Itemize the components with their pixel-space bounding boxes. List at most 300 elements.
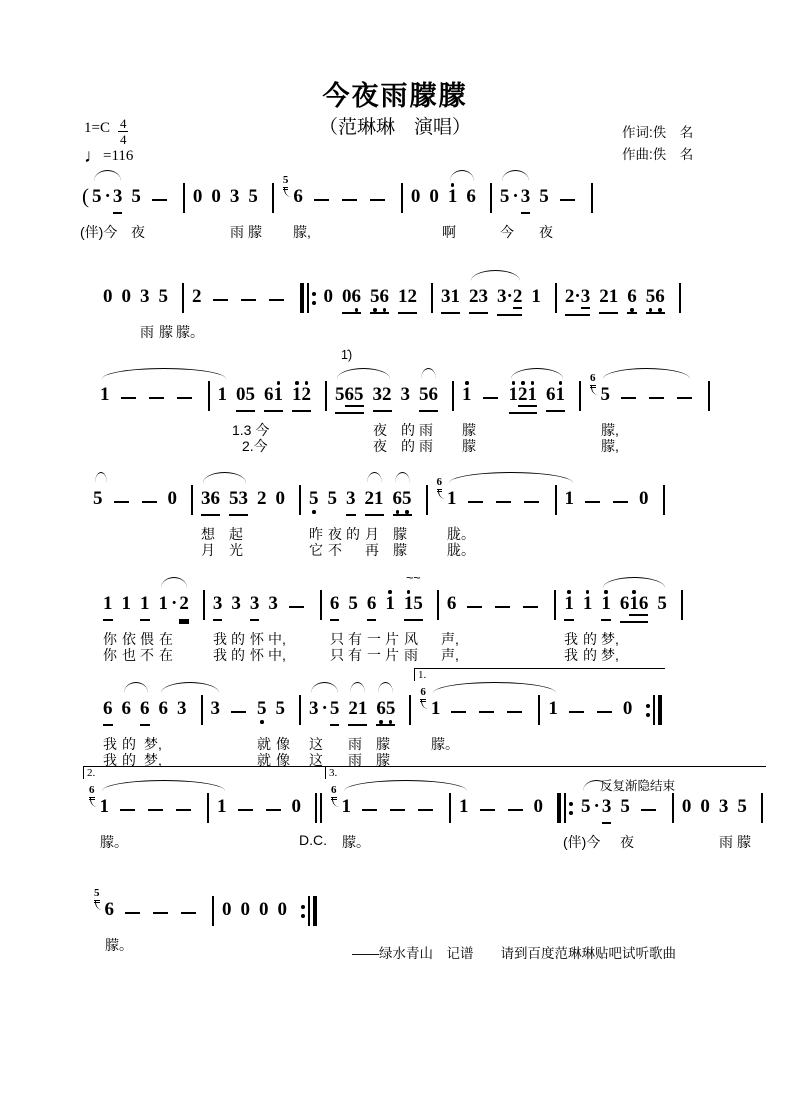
note-token: 6 1 xyxy=(264,380,283,412)
time-denominator: 4 xyxy=(119,132,127,147)
note-token: 1 xyxy=(158,593,168,614)
volta-bracket xyxy=(414,668,665,681)
tempo-marking xyxy=(84,146,133,168)
lyric-syllable: 的 xyxy=(583,647,597,663)
duration-dash xyxy=(231,711,246,713)
lyric-syllable: 月 xyxy=(365,526,379,542)
note-token: 2 xyxy=(257,488,267,509)
repeat-end-barline xyxy=(646,694,662,726)
duration-dash xyxy=(451,711,466,713)
barline xyxy=(672,792,674,824)
lyric-syllable: D.C. xyxy=(299,832,327,848)
slur-arc xyxy=(502,170,529,181)
slur-arc xyxy=(337,368,390,379)
lyric-syllable: 梦, xyxy=(601,631,619,647)
lyric-syllable: 雨 xyxy=(348,736,362,752)
lyric-syllable: 夜 xyxy=(539,224,553,240)
note-token: 1 xyxy=(385,589,395,619)
note-token: 3 xyxy=(309,698,319,719)
duration-dash xyxy=(569,711,584,713)
lyric-syllable: 朦 xyxy=(376,736,390,752)
lyric-syllable: 有 xyxy=(348,647,362,663)
lyric-syllable: 偎 xyxy=(140,631,154,647)
slur-arc xyxy=(367,472,382,483)
composer-credit: 作曲:佚 名 xyxy=(622,147,694,162)
note-token: 1 xyxy=(99,796,109,817)
note-token: 3 xyxy=(140,286,150,307)
slur-arc xyxy=(433,682,556,693)
lyric-syllable: 像 xyxy=(276,752,290,768)
barline xyxy=(431,282,433,314)
lyric-syllable: 我 xyxy=(564,631,578,647)
lyric-syllable: 依 xyxy=(122,631,136,647)
note-token: 5 xyxy=(248,186,258,207)
lyric-syllable: 也 xyxy=(122,647,136,663)
score-annotation: ~~ xyxy=(406,571,421,585)
slur-arc xyxy=(450,170,474,181)
note-token: 1 xyxy=(341,796,351,817)
score-line xyxy=(103,571,790,669)
barline xyxy=(708,380,710,412)
duration-dash xyxy=(181,912,196,914)
note-token: 1 2 xyxy=(398,282,417,314)
note-token: 5 xyxy=(499,186,510,207)
note-token: 3 xyxy=(210,698,220,719)
note-token: 6 xyxy=(627,282,637,314)
key-signature xyxy=(84,116,128,147)
note-token: 1 xyxy=(121,593,131,614)
repeat-begin-barline xyxy=(300,282,316,314)
octave-dot-below xyxy=(393,509,403,514)
note-token: 6 1 xyxy=(546,380,565,412)
lyric-syllable: 风 xyxy=(404,631,418,647)
note-token: 5 xyxy=(327,488,337,509)
duration-dash xyxy=(121,397,136,399)
note-token: 5 xyxy=(600,384,610,405)
score-line xyxy=(93,887,790,975)
lyric-syllable: 昨 xyxy=(309,526,323,542)
lyric-syllable: 雨 xyxy=(419,438,433,454)
note-token: 1 xyxy=(459,796,469,817)
octave-dot-below xyxy=(402,509,412,514)
song-title: 今夜雨朦朦 xyxy=(322,81,468,111)
octave-dot-below xyxy=(386,719,396,724)
octave-dot-below xyxy=(655,307,665,312)
lyric-syllable: 月 xyxy=(201,542,215,558)
lyric-syllable: 朦。 xyxy=(100,834,128,850)
lyric-syllable: 雨 xyxy=(419,422,433,438)
rest-note: 0 xyxy=(167,488,177,509)
lyric-syllable: 你 xyxy=(103,647,117,663)
barline xyxy=(554,589,556,621)
rest-note: 0 xyxy=(323,286,333,307)
note-token: 5 xyxy=(309,484,319,514)
note-token: 6 1 6 xyxy=(620,589,649,623)
rest-note: 0 xyxy=(639,488,649,509)
lyric-syllable: 就 xyxy=(257,752,271,768)
rest-note: 0 xyxy=(681,796,692,817)
note-token: 1 xyxy=(217,384,227,405)
octave-dot-below xyxy=(380,307,390,312)
score-line xyxy=(80,174,782,262)
duration-dash xyxy=(238,809,253,811)
duration-dash xyxy=(269,299,284,301)
lyric-syllable: 的 xyxy=(122,752,136,768)
phrase-paren: ( xyxy=(82,184,89,208)
lyric-syllable: 梦, xyxy=(144,752,162,768)
time-numerator: 4 xyxy=(119,116,127,131)
rest-note: 0 xyxy=(277,899,287,920)
lyric-syllable: 只 xyxy=(330,647,344,663)
lyric-syllable: 朦。 xyxy=(342,834,370,850)
note-token: 5 xyxy=(93,488,103,509)
repeat-end-barline xyxy=(301,895,317,927)
duration-dash xyxy=(480,809,495,811)
double-barline xyxy=(315,792,322,824)
octave-dot-below xyxy=(370,307,380,312)
barline xyxy=(538,694,540,726)
slur-arc xyxy=(395,472,410,483)
duration-dash xyxy=(613,501,628,503)
note-token: 3 xyxy=(602,792,612,824)
note-token: 2 xyxy=(192,286,202,307)
note-token: 1 xyxy=(601,589,611,621)
barline xyxy=(203,589,205,621)
dot-after-note: · xyxy=(321,698,328,719)
tempo-value: =116 xyxy=(103,148,134,164)
barline xyxy=(182,282,184,314)
note-token: 0 5 xyxy=(236,380,255,412)
dot-after-note: · xyxy=(593,796,600,817)
barline xyxy=(201,694,203,726)
slur-arc xyxy=(471,270,520,281)
duration-dash xyxy=(114,501,129,503)
note-token: 3 2 xyxy=(373,380,392,412)
barline xyxy=(591,182,593,214)
rest-note: 0 xyxy=(700,796,710,817)
lyric-syllable: 起 xyxy=(229,526,243,542)
lyric-syllable: 不 xyxy=(140,647,154,663)
lyric-syllable: 夜 xyxy=(373,422,387,438)
note-token: 6 xyxy=(103,694,113,726)
slur-arc xyxy=(161,682,219,693)
rest-note: 0 xyxy=(533,796,543,817)
note-token: 5 xyxy=(348,593,358,614)
slur-arc xyxy=(449,472,573,483)
octave-dot-below xyxy=(627,307,637,312)
note-token: 1 xyxy=(103,589,113,621)
barline xyxy=(761,792,763,824)
lyric-syllable: 雨 xyxy=(719,834,733,850)
note-token: 6 5 xyxy=(376,694,395,726)
duration-dash xyxy=(125,912,140,914)
lyric-syllable: 一 xyxy=(367,631,381,647)
note-token: 6 xyxy=(158,698,168,719)
lyric-syllable: 这 xyxy=(309,736,323,752)
note-token: 5 6 xyxy=(419,380,438,412)
note-token: 5 3 xyxy=(229,484,248,516)
lyric-syllable: 朦 xyxy=(462,422,476,438)
note-token: 2 1 xyxy=(348,694,367,726)
lyricist-credit: 作词:佚 名 xyxy=(622,125,694,140)
barline xyxy=(320,589,322,621)
note-token: 5 xyxy=(92,186,102,207)
lyric-syllable: 像 xyxy=(276,736,290,752)
barline xyxy=(490,182,492,214)
lyric-syllable: 声, xyxy=(441,631,459,647)
barline xyxy=(299,484,301,516)
barline xyxy=(449,792,451,824)
note-token: 5 xyxy=(620,796,630,817)
lyric-syllable: 朦 xyxy=(462,438,476,454)
barline xyxy=(681,589,683,621)
duration-dash xyxy=(508,809,523,811)
lyric-syllable: 啊 xyxy=(442,224,456,240)
score-annotation: 1̇) xyxy=(341,348,353,362)
note-token: 1 xyxy=(462,380,472,410)
note-token: 3 xyxy=(213,589,223,621)
rest-note: 0 xyxy=(291,796,301,817)
slur-arc xyxy=(421,368,436,379)
note-token: 1 xyxy=(140,589,150,621)
lyric-syllable: 就 xyxy=(257,736,271,752)
slur-arc xyxy=(350,682,365,693)
slur-arc xyxy=(511,368,563,379)
lyric-syllable: 再 xyxy=(365,542,379,558)
note-token: 1 xyxy=(100,384,110,405)
lyric-syllable: (伴)今 xyxy=(563,834,601,850)
lyric-syllable: 胧。 xyxy=(447,542,475,558)
grace-note: 5 xyxy=(94,883,100,901)
rest-note: 0 xyxy=(121,286,131,307)
duration-dash xyxy=(641,809,656,811)
lyric-syllable: 夜 xyxy=(131,224,145,240)
lyric-syllable: 朦 xyxy=(376,752,390,768)
rest-note: 0 xyxy=(410,186,421,207)
note-token: 5 6 xyxy=(370,282,389,314)
note-token: 1 2 xyxy=(292,380,311,412)
lyric-syllable: 雨 xyxy=(140,324,154,340)
duration-dash xyxy=(467,606,482,608)
barline xyxy=(325,380,327,412)
duration-dash xyxy=(479,711,494,713)
note-token: 3 · 2 xyxy=(497,282,522,316)
note-token: 5 xyxy=(657,593,667,614)
duration-dash xyxy=(149,397,164,399)
performer-subtitle: （范琳琳 演唱） xyxy=(318,117,471,138)
rest-note: 0 xyxy=(103,286,113,307)
lyric-syllable: 雨 xyxy=(348,752,362,768)
lyric-syllable: 想 xyxy=(201,526,215,542)
octave-dot-below xyxy=(376,719,386,724)
lyric-syllable: 梦, xyxy=(144,736,162,752)
lyric-syllable: 朦 xyxy=(248,224,262,240)
lyric-syllable: 我 xyxy=(564,647,578,663)
barline xyxy=(272,182,274,214)
note-token: 3 1 xyxy=(441,282,460,314)
lyric-syllable: 的 xyxy=(583,631,597,647)
duration-dash xyxy=(148,809,163,811)
dot-after-note: · xyxy=(512,186,519,207)
score-line xyxy=(103,669,790,774)
duration-dash xyxy=(153,912,168,914)
note-token: 6 xyxy=(330,589,340,621)
rest-note: 0 xyxy=(211,186,221,207)
note-token: 1 xyxy=(583,589,593,619)
slur-arc xyxy=(102,780,225,791)
lyric-syllable: 的 xyxy=(401,438,415,454)
note-token: 3 xyxy=(177,698,187,719)
note-token: 6 xyxy=(104,899,114,920)
barline xyxy=(409,694,411,726)
grace-note: 6 xyxy=(437,472,443,490)
barline xyxy=(208,380,210,412)
note-token: 1 xyxy=(448,182,458,212)
duration-dash xyxy=(390,809,405,811)
note-token: 6 xyxy=(140,694,150,726)
lyric-syllable: 它 xyxy=(309,542,323,558)
lyric-syllable: 声, xyxy=(441,647,459,663)
note-token: 6 xyxy=(121,698,131,719)
lyric-syllable: 夜 xyxy=(620,834,634,850)
slur-arc xyxy=(102,368,226,379)
grace-note: 6 xyxy=(89,780,95,798)
note-token: 3 xyxy=(718,796,729,817)
slur-arc xyxy=(603,577,665,588)
duration-dash xyxy=(289,606,304,608)
lyric-syllable: 我 xyxy=(213,631,227,647)
duration-dash xyxy=(266,809,281,811)
barline xyxy=(437,589,439,621)
lyric-syllable: 朦 xyxy=(393,542,407,558)
octave-dot-below xyxy=(352,307,362,312)
lyric-syllable: 1.3 今 xyxy=(232,422,270,438)
note-token: 5 xyxy=(131,186,141,207)
lyric-syllable: 雨 xyxy=(230,224,244,240)
score-annotation: 反复渐隐结束 xyxy=(600,779,676,793)
volta-bracket xyxy=(325,766,766,779)
notes-row xyxy=(103,686,790,726)
duration-dash xyxy=(176,809,191,811)
rest-note: 0 xyxy=(275,488,285,509)
lyric-syllable: 朦, xyxy=(601,438,619,454)
duration-dash xyxy=(468,501,483,503)
volta-label: 3. xyxy=(329,767,338,779)
duration-dash xyxy=(483,397,498,399)
score-line xyxy=(93,476,790,564)
note-token: 2 · 3 xyxy=(565,282,590,316)
slur-arc xyxy=(203,472,246,483)
lyric-syllable: 不 xyxy=(328,542,342,558)
lyric-syllable: 我 xyxy=(213,647,227,663)
lyric-syllable: 光 xyxy=(229,542,243,558)
note-token: 5 xyxy=(330,694,340,726)
slur-arc xyxy=(94,170,121,181)
lyric-syllable: 朦, xyxy=(601,422,619,438)
duration-dash xyxy=(495,606,510,608)
duration-dash xyxy=(177,397,192,399)
duration-dash xyxy=(418,809,433,811)
note-token: 5 xyxy=(539,186,549,207)
lyric-syllable: 这 xyxy=(309,752,323,768)
notes-row xyxy=(82,174,782,214)
rest-note: 0 xyxy=(622,698,633,719)
lyric-syllable: 朦 xyxy=(159,324,173,340)
lyric-syllable: 怀 xyxy=(250,647,264,663)
volta-bracket xyxy=(83,766,325,779)
duration-dash xyxy=(152,199,167,201)
grace-note: 6 xyxy=(590,368,596,386)
grace-note: 5 xyxy=(283,170,289,188)
slur-arc xyxy=(378,682,393,693)
note-token: 5 xyxy=(581,796,591,817)
barline xyxy=(401,182,403,214)
duration-dash xyxy=(524,501,539,503)
lyric-syllable: 的 xyxy=(231,631,245,647)
duration-dash xyxy=(560,199,575,201)
duration-dash xyxy=(496,501,511,503)
lyric-syllable: 雨 xyxy=(404,647,418,663)
lyric-syllable: 胧。 xyxy=(447,526,475,542)
octave-dot-below xyxy=(309,509,319,514)
note-token: 1 xyxy=(217,796,227,817)
dot-after-note: · xyxy=(171,593,178,614)
lyric-syllable: 片 xyxy=(385,647,399,663)
note-token: 1 xyxy=(447,488,457,509)
rest-note: 0 xyxy=(259,899,269,920)
repeat-begin-barline xyxy=(557,792,573,824)
barline xyxy=(663,484,665,516)
note-token: 3 xyxy=(268,593,278,614)
lyric-syllable: 朦, xyxy=(293,224,311,240)
lyric-syllable: 在 xyxy=(159,647,173,663)
duration-dash xyxy=(370,199,385,201)
lyric-syllable: 梦, xyxy=(601,647,619,663)
barline xyxy=(555,484,557,516)
lyric-syllable: (伴)今 xyxy=(80,224,118,240)
barline xyxy=(191,484,193,516)
slur-arc xyxy=(124,682,148,693)
note-token: 3 6 xyxy=(201,484,220,516)
grace-note: 6 xyxy=(331,780,337,798)
footer-note: ——绿水青山 记谱 请到百度范琳琳贴吧试听歌曲 xyxy=(352,946,676,961)
note-token: 1 xyxy=(430,698,441,719)
note-token: 3 xyxy=(229,186,240,207)
notes-row xyxy=(103,282,790,316)
notes-row xyxy=(93,476,790,516)
lyric-syllable: 朦。 xyxy=(431,736,459,752)
note-token: 5 6 5 xyxy=(335,380,364,414)
note-token: 1 2 1 xyxy=(509,380,538,414)
note-token: 3 xyxy=(113,182,123,214)
duration-dash xyxy=(585,501,600,503)
lyric-syllable: 朦 xyxy=(393,526,407,542)
barline xyxy=(183,182,185,214)
slur-arc xyxy=(603,368,690,379)
note-token: 6 xyxy=(446,593,457,614)
lyric-syllable: 我 xyxy=(103,752,117,768)
duration-dash xyxy=(621,397,636,399)
lyric-syllable: 一 xyxy=(367,647,381,663)
time-signature xyxy=(118,117,129,146)
duration-dash xyxy=(523,606,538,608)
duration-dash xyxy=(649,397,664,399)
lyric-syllable: 朦。 xyxy=(105,937,133,953)
barline xyxy=(679,282,681,314)
note-token: 3 xyxy=(521,182,531,214)
note-token: 6 xyxy=(367,589,377,621)
note-token: 3 xyxy=(346,484,356,516)
